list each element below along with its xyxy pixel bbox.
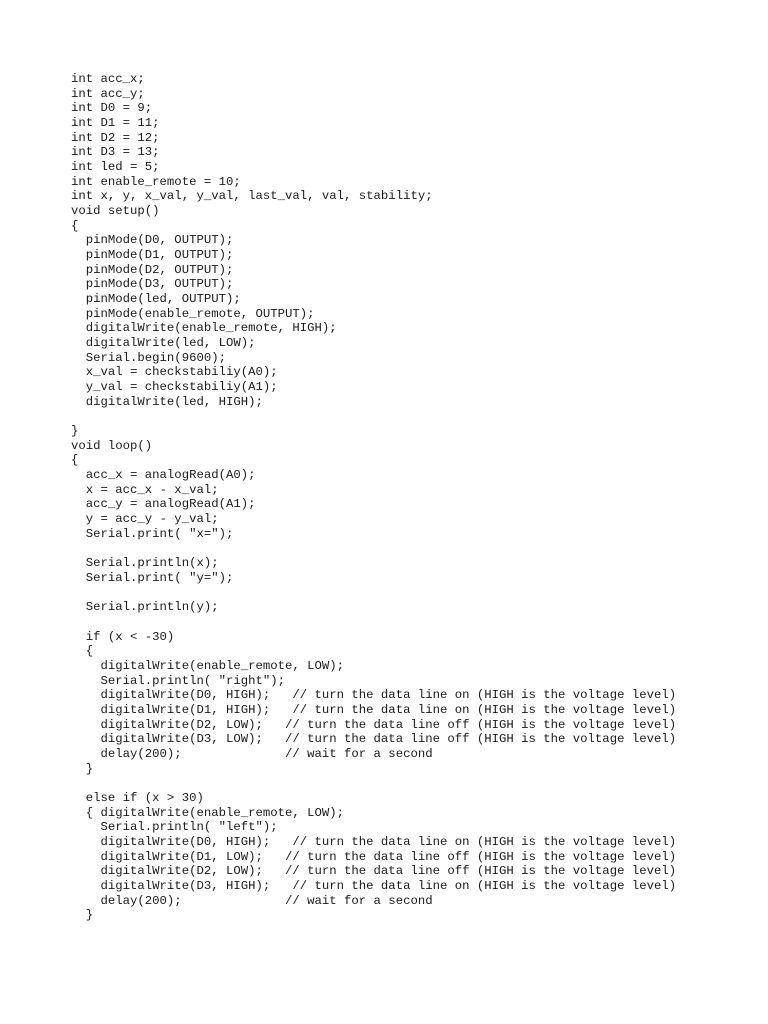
code-line: int D1 = 11; — [71, 116, 160, 131]
code-line: int enable_remote = 10; — [71, 174, 241, 189]
code-line — [71, 586, 676, 601]
code-line: delay(200); // wait for a second — [71, 746, 433, 761]
code-line: pinMode(D0, OUTPUT); — [71, 233, 234, 248]
code-line: { — [71, 218, 79, 233]
code-line: } — [71, 761, 94, 776]
code-line: int D2 = 12; — [71, 130, 160, 145]
code-line — [71, 615, 676, 630]
code-listing — [71, 72, 676, 923]
code-line: digitalWrite(D2, LOW); // turn the data line off (HIGH is the voltage level) — [71, 717, 677, 732]
code-line: int x, y, x_val, y_val, last_val, val, stability; — [71, 189, 433, 204]
code-line: Serial.println(y); — [71, 600, 219, 615]
code-line: digitalWrite(enable_remote, LOW); — [71, 658, 345, 673]
code-line: void loop() — [71, 438, 153, 453]
code-line: Serial.print( "x="); — [71, 526, 234, 541]
code-line — [71, 776, 676, 791]
code-line: digitalWrite(D0, HIGH); // turn the data line on (HIGH is the voltage level) — [71, 834, 677, 849]
code-line: digitalWrite(led, LOW); — [71, 336, 256, 351]
code-line: int D3 = 13; — [71, 145, 160, 160]
code-line: Serial.begin(9600); — [71, 350, 226, 365]
code-line: x_val = checkstabiliy(A0); — [71, 365, 278, 380]
code-line: void setup() — [71, 204, 160, 219]
code-line: Serial.println(x); — [71, 556, 219, 571]
code-line: Serial.print( "y="); — [71, 570, 234, 585]
code-line: digitalWrite(led, HIGH); — [71, 394, 263, 409]
code-line: delay(200); // wait for a second — [71, 893, 433, 908]
code-line: acc_x = analogRead(A0); — [71, 468, 256, 483]
code-line: digitalWrite(enable_remote, HIGH); — [71, 321, 337, 336]
code-line — [71, 409, 676, 424]
code-line: pinMode(D3, OUTPUT); — [71, 277, 234, 292]
code-line: pinMode(led, OUTPUT); — [71, 292, 241, 307]
code-line: int acc_y; — [71, 86, 145, 101]
code-line: { — [71, 453, 79, 468]
code-line: pinMode(enable_remote, OUTPUT); — [71, 306, 315, 321]
code-line: digitalWrite(D1, HIGH); // turn the data line on (HIGH is the voltage level) — [71, 702, 677, 717]
code-line: else if (x > 30) — [71, 790, 204, 805]
code-line: { digitalWrite(enable_remote, LOW); — [71, 805, 345, 820]
code-line: } — [71, 424, 79, 439]
code-line: Serial.println( "left"); — [71, 820, 278, 835]
code-line: int D0 = 9; — [71, 101, 153, 116]
code-line: y_val = checkstabiliy(A1); — [71, 380, 278, 395]
code-line: x = acc_x - x_val; — [71, 482, 219, 497]
code-line: digitalWrite(D3, LOW); // turn the data line off (HIGH is the voltage level) — [71, 732, 677, 747]
code-line: Serial.println( "right"); — [71, 673, 286, 688]
code-line: pinMode(D2, OUTPUT); — [71, 262, 234, 277]
code-line: if (x < -30) — [71, 629, 175, 644]
code-line: int led = 5; — [71, 160, 160, 175]
code-line: y = acc_y - y_val; — [71, 512, 219, 527]
code-line: digitalWrite(D2, LOW); // turn the data line off (HIGH is the voltage level) — [71, 864, 677, 879]
code-line: acc_y = analogRead(A1); — [71, 497, 256, 512]
code-line: digitalWrite(D0, HIGH); // turn the data line on (HIGH is the voltage level) — [71, 688, 677, 703]
code-line: digitalWrite(D3, HIGH); // turn the data line on (HIGH is the voltage level) — [71, 878, 677, 893]
code-line: digitalWrite(D1, LOW); // turn the data line off (HIGH is the voltage level) — [71, 849, 677, 864]
code-line: pinMode(D1, OUTPUT); — [71, 248, 234, 263]
code-line: { — [71, 644, 94, 659]
code-line: int acc_x; — [71, 72, 145, 86]
code-line — [71, 542, 676, 557]
code-line: } — [71, 908, 94, 923]
